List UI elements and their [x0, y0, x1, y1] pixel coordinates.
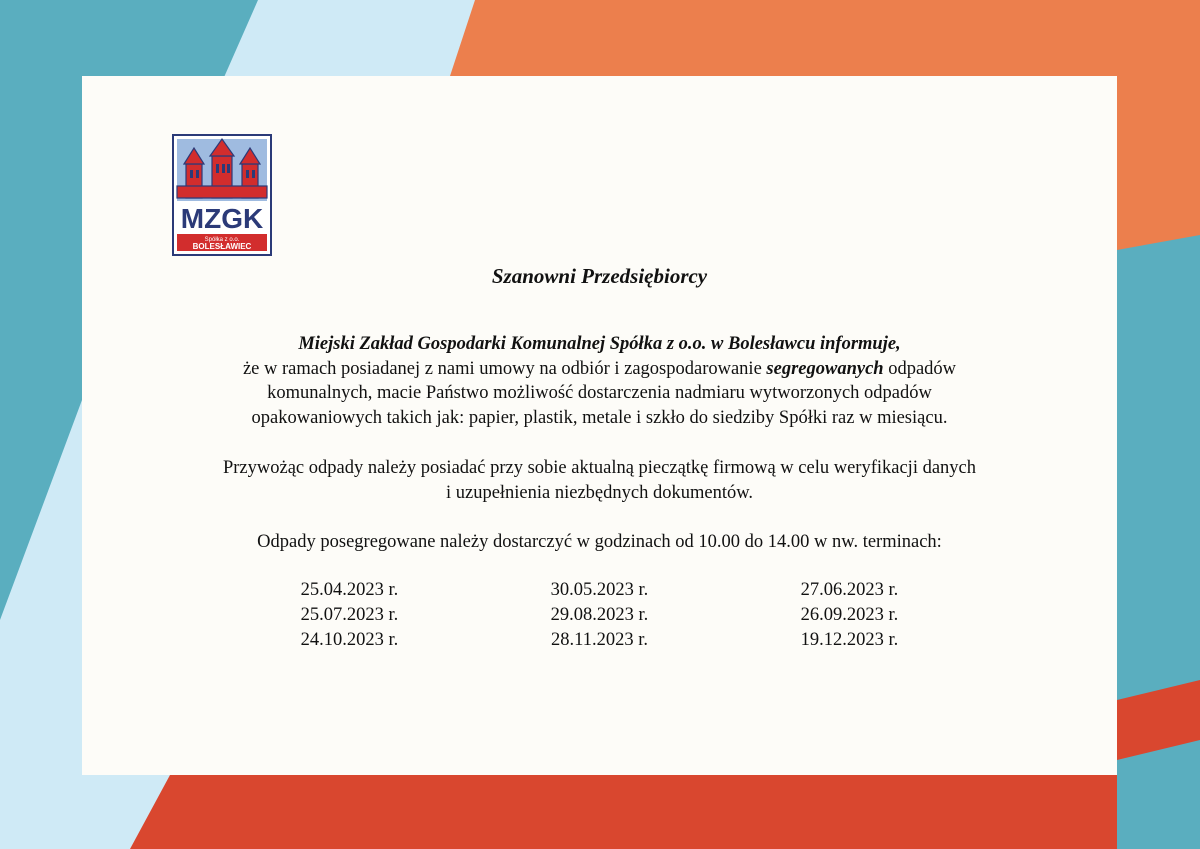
svg-text:Spółka z o.o.: Spółka z o.o. — [204, 237, 240, 243]
stamp-notice — [82, 456, 1117, 505]
notice-card — [82, 76, 1117, 775]
intro-line-1-before: że w ramach posiadanej z nami umowy na odbiór i zagospodarowanie — [242, 358, 767, 379]
intro-line-1 — [82, 357, 1117, 382]
mzgk-logo — [172, 134, 272, 256]
intro-line-3: opakowaniowych takich jak: papier, plastik, metale i szkło do siedziby Spółki raz w miesiącu. — [251, 407, 948, 428]
svg-text:MZGK: MZGK — [180, 203, 264, 234]
intro-paragraph — [82, 332, 1117, 430]
date-cell: 27.06.2023 r. — [800, 580, 899, 600]
stamp-notice-line-1: Przywożąc odpady należy posiadać przy sobie aktualną pieczątkę firmową w celu weryfikacji danych — [222, 458, 977, 478]
greeting-title: Szanowni Przedsiębiorcy — [491, 264, 708, 288]
date-cell: 25.04.2023 r. — [300, 580, 399, 600]
date-cell: 26.09.2023 r. — [800, 605, 899, 625]
stamp-notice-line-2: i uzupełnienia niezbędnych dokumentów. — [445, 482, 754, 503]
intro-line-1-after: odpadów — [883, 358, 957, 379]
date-cell: 19.12.2023 r. — [800, 630, 899, 650]
date-cell: 24.10.2023 r. — [300, 630, 399, 650]
intro-lead: Miejski Zakład Gospodarki Komunalnej Spółka z o.o. w Bolesławcu informuje, — [298, 334, 901, 354]
dates-table — [82, 578, 1117, 653]
svg-text:BOLESŁAWIEC: BOLESŁAWIEC — [192, 242, 252, 251]
date-cell: 25.07.2023 r. — [300, 605, 399, 625]
date-cell: 28.11.2023 r. — [551, 630, 648, 650]
intro-line-2: komunalnych, macie Państwo możliwość dostarczenia nadmiaru wytworzonych odpadów — [267, 383, 932, 403]
hours-notice: Odpady posegregowane należy dostarczyć w godzinach od 10.00 do 14.00 w nw. terminach: — [257, 532, 942, 552]
segregated-emphasis: segregowanych — [766, 358, 884, 379]
date-cell: 29.08.2023 r. — [550, 605, 649, 625]
date-cell: 30.05.2023 r. — [550, 580, 649, 600]
